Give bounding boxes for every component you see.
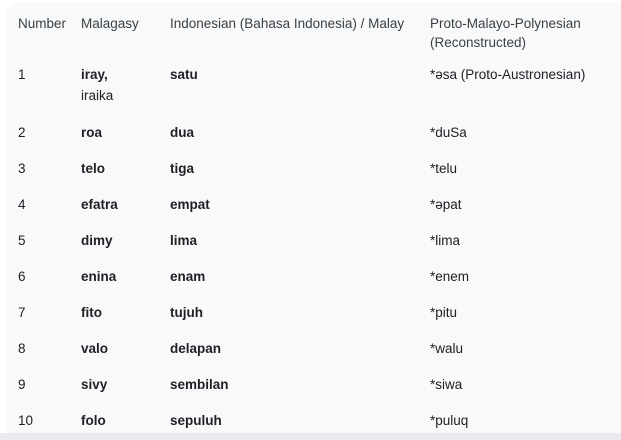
cell-proto: *pitu bbox=[430, 305, 458, 320]
table-row bbox=[6, 295, 621, 331]
table-row bbox=[6, 151, 621, 187]
cell-proto: *puluq bbox=[430, 413, 469, 428]
cell-indonesian: tujuh bbox=[170, 305, 203, 320]
cell-malagasy: telo bbox=[81, 161, 106, 176]
cell-number: 8 bbox=[18, 341, 26, 356]
cell-malagasy: dimy bbox=[81, 233, 113, 248]
cell-malagasy: folo bbox=[81, 413, 106, 428]
table-row bbox=[6, 331, 621, 367]
cell-indonesian: delapan bbox=[170, 341, 222, 356]
cell-proto: *walu bbox=[430, 341, 464, 356]
cell-proto: *enem bbox=[430, 269, 470, 284]
table-row bbox=[6, 187, 621, 223]
cell-proto: *lima bbox=[430, 233, 461, 248]
column-header-malagasy: Malagasy bbox=[81, 16, 139, 31]
table-row bbox=[6, 259, 621, 295]
cell-number: 4 bbox=[18, 197, 26, 212]
cell-number: 9 bbox=[18, 377, 26, 392]
table-row bbox=[6, 223, 621, 259]
cell-indonesian: sepuluh bbox=[170, 413, 222, 428]
malagasy-word: iray, bbox=[81, 67, 108, 82]
column-header-number: Number bbox=[18, 16, 67, 31]
cell-number: 10 bbox=[18, 413, 34, 428]
numbers-comparison-table bbox=[6, 2, 621, 439]
cell-malagasy: fito bbox=[81, 305, 102, 320]
cell-malagasy: enina bbox=[81, 269, 117, 284]
cell-number: 5 bbox=[18, 233, 26, 248]
cell-indonesian: lima bbox=[170, 233, 198, 248]
cell-number: 7 bbox=[18, 305, 26, 320]
cell-indonesian: dua bbox=[170, 125, 195, 140]
cell-indonesian: satu bbox=[170, 67, 198, 82]
cell-number: 3 bbox=[18, 161, 26, 176]
cell-malagasy: valo bbox=[81, 341, 109, 356]
cell-indonesian: tiga bbox=[170, 161, 195, 176]
table-row bbox=[6, 58, 621, 115]
column-header-indonesian: Indonesian (Bahasa Indonesia) / Malay bbox=[170, 16, 405, 31]
cell-proto: *telu bbox=[430, 161, 458, 176]
cell-proto: *əsa (Proto-Austronesian) bbox=[430, 67, 586, 82]
cell-number: 6 bbox=[18, 269, 26, 284]
cell-malagasy: sivy bbox=[81, 377, 108, 392]
cell-malagasy: roa bbox=[81, 125, 103, 140]
cell-indonesian: empat bbox=[170, 197, 210, 212]
cell-proto: *siwa bbox=[430, 377, 463, 392]
cell-indonesian: enam bbox=[170, 269, 206, 284]
numbers-comparison-card bbox=[6, 2, 621, 440]
cell-number: 1 bbox=[18, 67, 26, 82]
cell-number: 2 bbox=[18, 125, 26, 140]
bottom-divider bbox=[0, 433, 621, 440]
cell-proto: *duSa bbox=[430, 125, 467, 140]
cell-malagasy bbox=[81, 58, 170, 115]
cell-indonesian: sembilan bbox=[170, 377, 229, 392]
table-row bbox=[6, 367, 621, 403]
cell-proto: *əpat bbox=[430, 197, 462, 212]
cell-malagasy: efatra bbox=[81, 197, 118, 212]
table-header-row bbox=[6, 2, 621, 58]
column-header-proto: Proto-Malayo-Polynesian (Reconstructed) bbox=[430, 16, 581, 50]
malagasy-alt-word: iraika bbox=[81, 88, 114, 103]
table-row bbox=[6, 115, 621, 151]
